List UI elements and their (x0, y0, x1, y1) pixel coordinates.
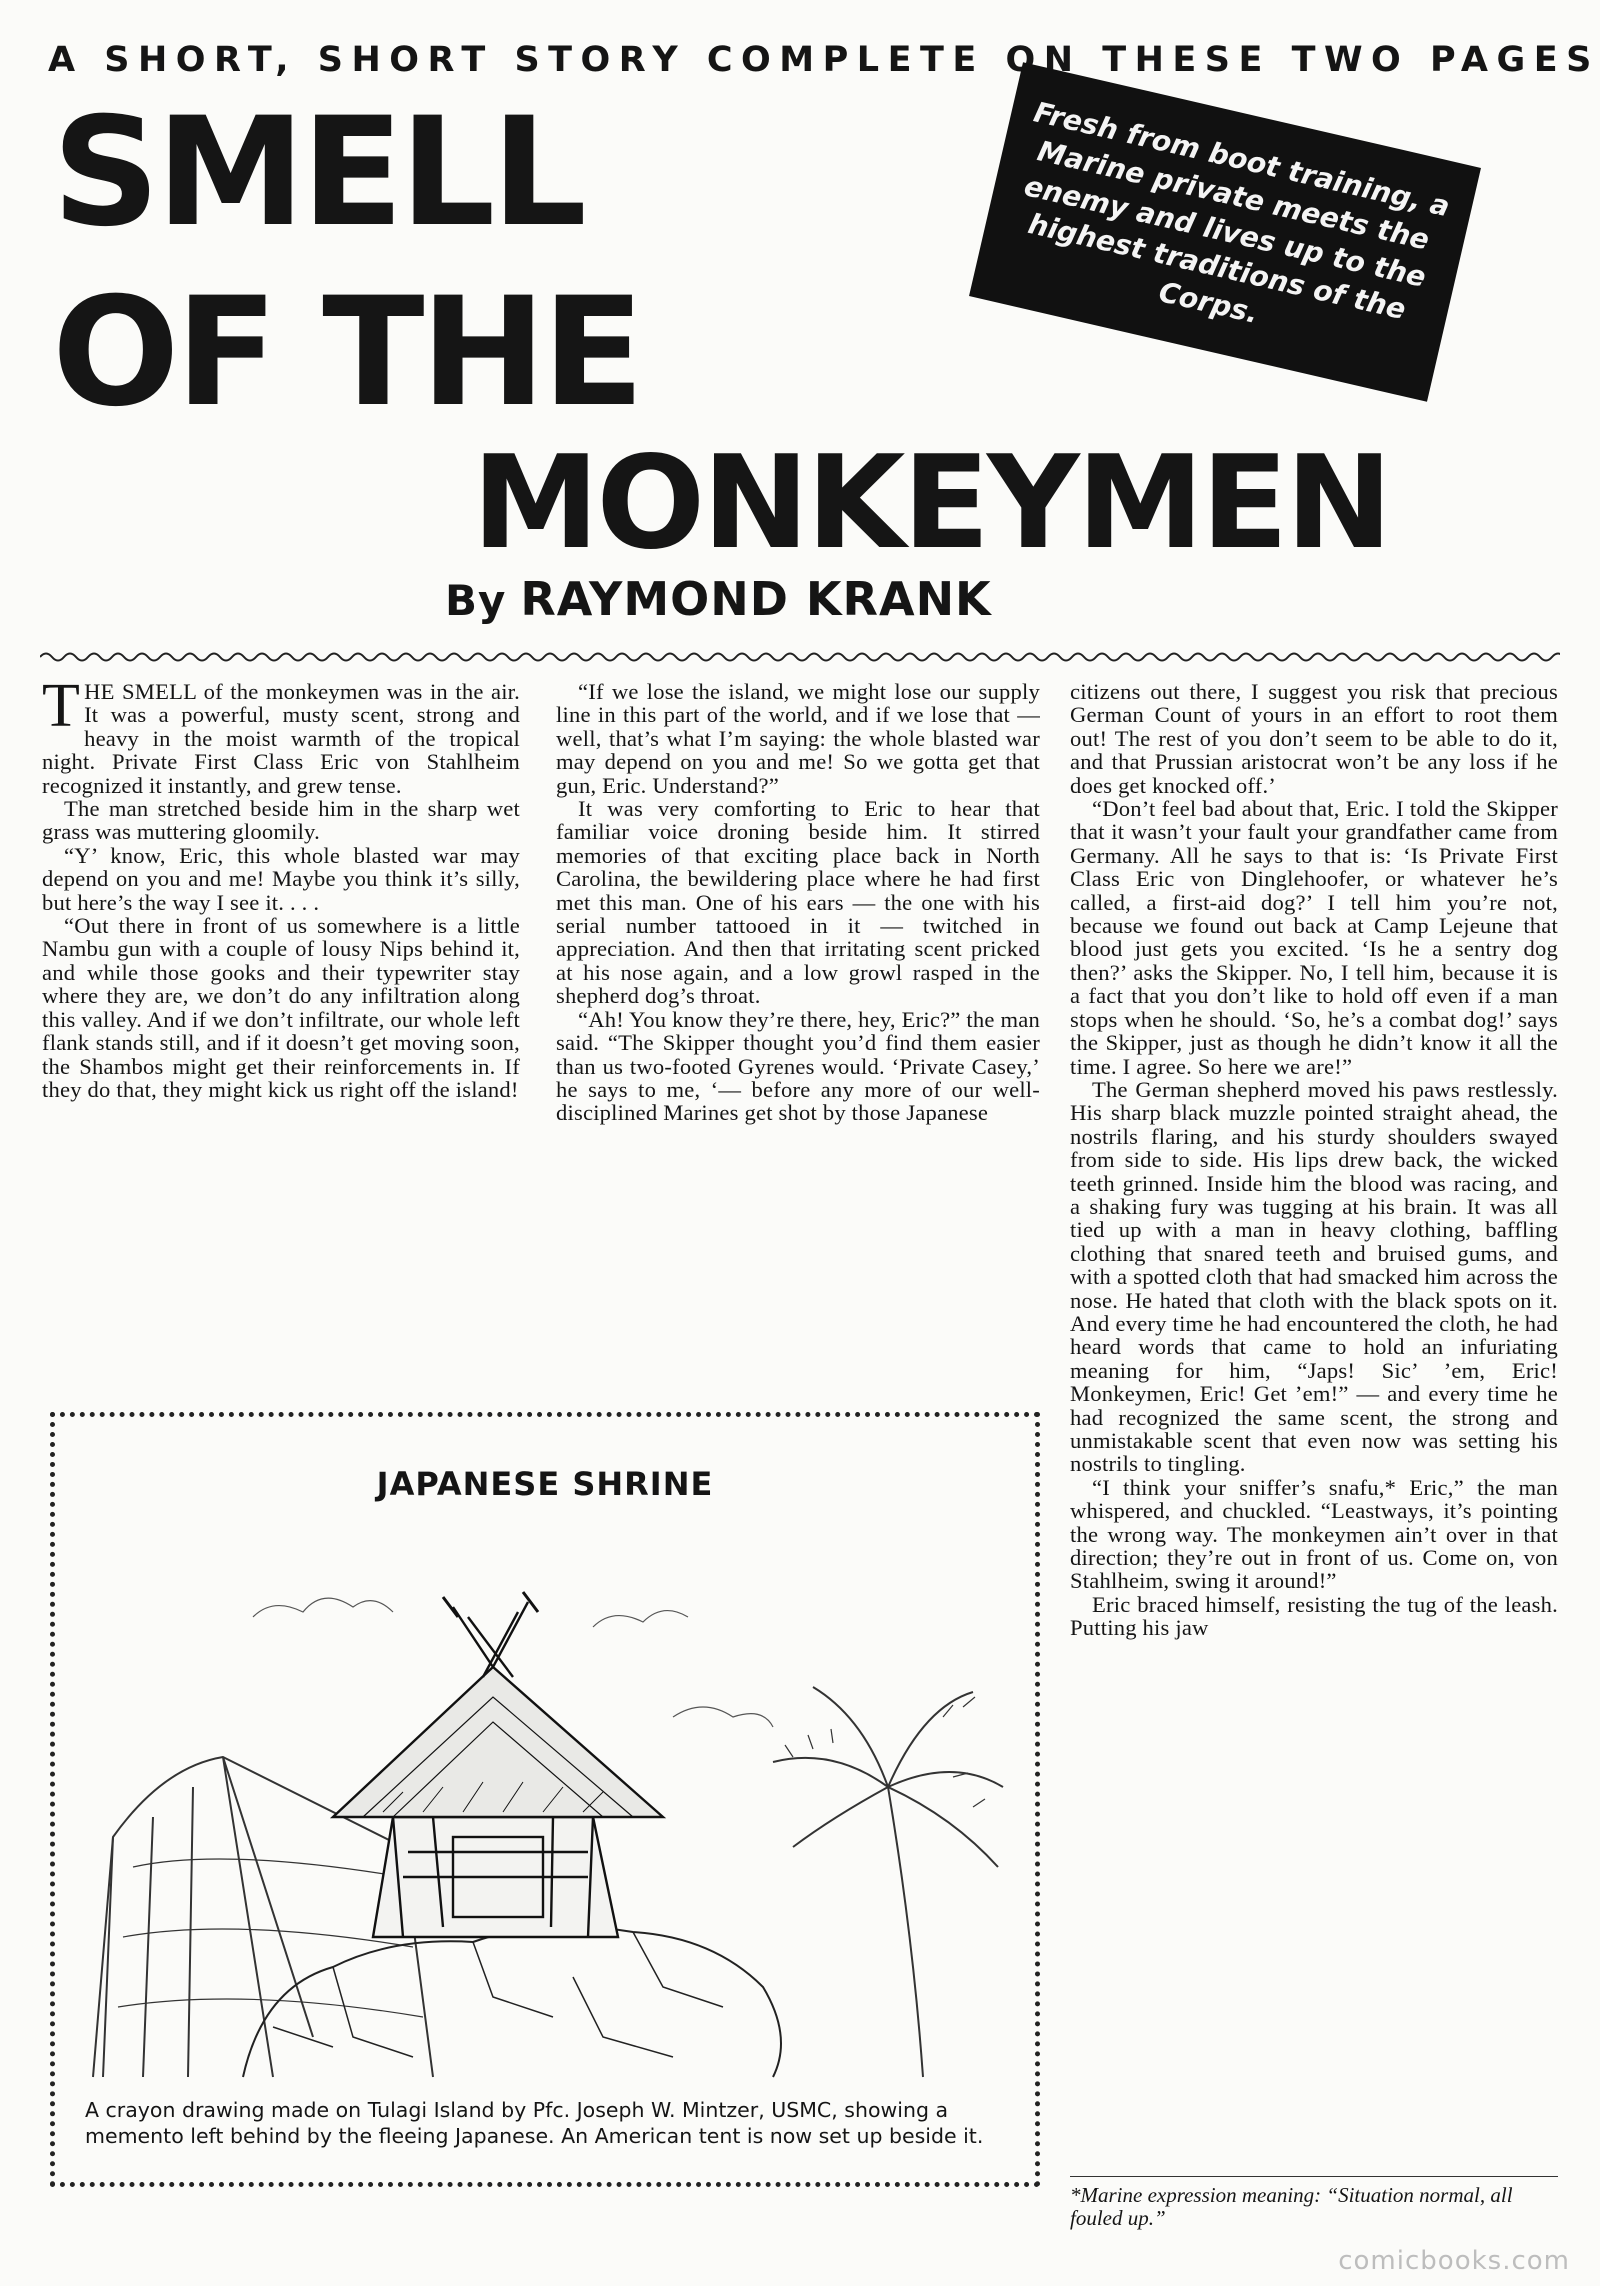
story-banner: A SHORT, SHORT STORY COMPLETE ON THESE TWO PAGES (48, 40, 1600, 80)
paragraph: “Y’ know, Eric, this whole blasted war may depend on you and me! Maybe you think it’s silly, but here’s the way I see it. . . . (42, 842, 520, 915)
paragraph (42, 672, 520, 798)
author-name: RAYMOND KRANK (520, 572, 992, 626)
paragraph: Eric braced himself, resisting the tug of the leash. Putting his jaw (1070, 1591, 1558, 1641)
title-line-2: OF THE (52, 266, 641, 440)
byline-by: By (445, 576, 507, 625)
paragraph: “I think your sniffer’s snafu,* Eric,” the man whispered, and chuckled. “Leastways, it’s pointing the wrong way. The monkeymen ain’t over in that direction; they’re out in front of us. Come on, von Stahlheim, swing it around!” (1070, 1474, 1558, 1594)
illustration-caption: A crayon drawing made on Tulagi Island by Pfc. Joseph W. Mintzer, USMC, showing a memento left behind by the fleeing Japanese. An American tent is now set up beside it. (85, 2098, 984, 2148)
paragraph: citizens out there, I suggest you risk that precious German Count of yours in an effort to root them out! The rest of you don’t seem to be able to do it, and that Prussian aristocrat won’t be any loss if he does get knocked off.’ (1070, 679, 1558, 798)
tagline-box (969, 62, 1481, 402)
footnote-divider (1070, 2176, 1558, 2177)
story-column-3 (1070, 680, 1558, 1640)
byline (445, 572, 992, 626)
palm-tree-sketch (773, 1687, 1003, 2077)
paragraph: The German shepherd moved his paws restlessly. His sharp black muzzle pointed straight ahead, the nostrils flaring, and his sturdy shoulders swayed from side to side. His lips drew back, the wicked teeth grinned. Inside him the blood was racing, and a shaking fury was tugging at his brain. It was all tied up with a man in heavy clothing, baffling clothing that snared teeth and bruised gums, and with a spotted cloth that had smacked him across the nose. He hated that cloth with the black spots on it. And every time he had encountered the cloth, he had heard words that came to hold an infuriating meaning for him, “Japs! Sic’ ’em, Eric! Monkeymen, Eric! Get ’em!” — and every time he had recognized the same scent, the strong and unmistakable scent that even now was setting his nostrils to tingling. (1070, 1076, 1558, 1477)
shrine-drawing (73, 1517, 1023, 2087)
story-column-1 (42, 672, 520, 1102)
paragraph: It was very comforting to Eric to hear that familiar voice droning beside him. It stirred memories of that exciting place back in North Carolina, the bewildering place where he had first met this man. One of his ears — the one with his serial number tattooed in it — twitched in appreciation. And then that irritating scent pricked at his nose again, and a low growl rasped in the shepherd dog’s throat. (556, 796, 1040, 1009)
title-line-3: MONKEYMEN (472, 429, 1390, 578)
paragraph: “Out there in front of us somewhere is a little Nambu gun with a couple of lousy Nips behind it, and while those gooks and their typewriter stay where they are, we don’t do any infiltration along this valley. And if we don’t infiltrate, our whole left flank stands still, and if it doesn’t get moving soon, the Shambos might get their reinforcements in. If they do that, they might kick us right off the island! (42, 913, 520, 1102)
paragraph: “Don’t feel bad about that, Eric. I told the Skipper that it wasn’t your fault your grandfather came from Germany. All he says to that is: ‘Is Private First Class Eric von Dinglehoofer, or whatever he’s called, a first-aid dog?’ I tell him you’re not, because we found out back at Camp Lejeune that blood just gets you excited. ‘Is he a sentry dog then?’ asks the Skipper. No, I tell him, because it is a fact that you don’t like to hold off even if a man stops when he should. ‘So, he’s a combat dog!’ says the Skipper, just as though he didn’t know it all the time. I agree. So here we are!” (1070, 796, 1558, 1079)
wavy-divider (40, 648, 1560, 666)
paragraph: The man stretched beside him in the sharp wet grass was muttering gloomily. (42, 796, 520, 845)
illustration-title: JAPANESE SHRINE (376, 1465, 714, 1503)
rock-base-sketch (243, 1926, 781, 2077)
shrine-sketch (333, 1592, 663, 1937)
paragraph-text: HE SMELL of the monkeymen was in the air. It was a powerful, musty scent, strong and heavy in the moist warmth of the tropical night. Private First Class Eric von Stahlheim recognized it instantly, and grew tense. (42, 679, 520, 798)
paragraph: “If we lose the island, we might lose our supply line in this part of the world, and if we lose that — well, that’s what I’m saying: the whole blasted war may depend on you and me! So we gotta get that gun, Eric. Understand?” (556, 679, 1040, 798)
watermark: comicbooks.com (1338, 2246, 1570, 2276)
title-line-1: SMELL (52, 86, 583, 260)
illustration-box (50, 1412, 1040, 2187)
tagline-text: Fresh from boot training, a Marine private meets the enemy and lives up to the highest traditions of the Corps. (1021, 95, 1453, 331)
drop-cap: T (42, 672, 81, 740)
paragraph: “Ah! You know they’re there, hey, Eric?” the man said. “The Skipper thought you’d find them easier than us two-footed Gyrenes would. ‘Private Casey,’ he says to me, ‘— before any more of our well-disciplined Marines get shot by those Japanese (556, 1006, 1040, 1126)
footnote: *Marine expression meaning: “Situation normal, all fouled up.” (1070, 2183, 1513, 2230)
story-column-2 (556, 680, 1040, 1125)
